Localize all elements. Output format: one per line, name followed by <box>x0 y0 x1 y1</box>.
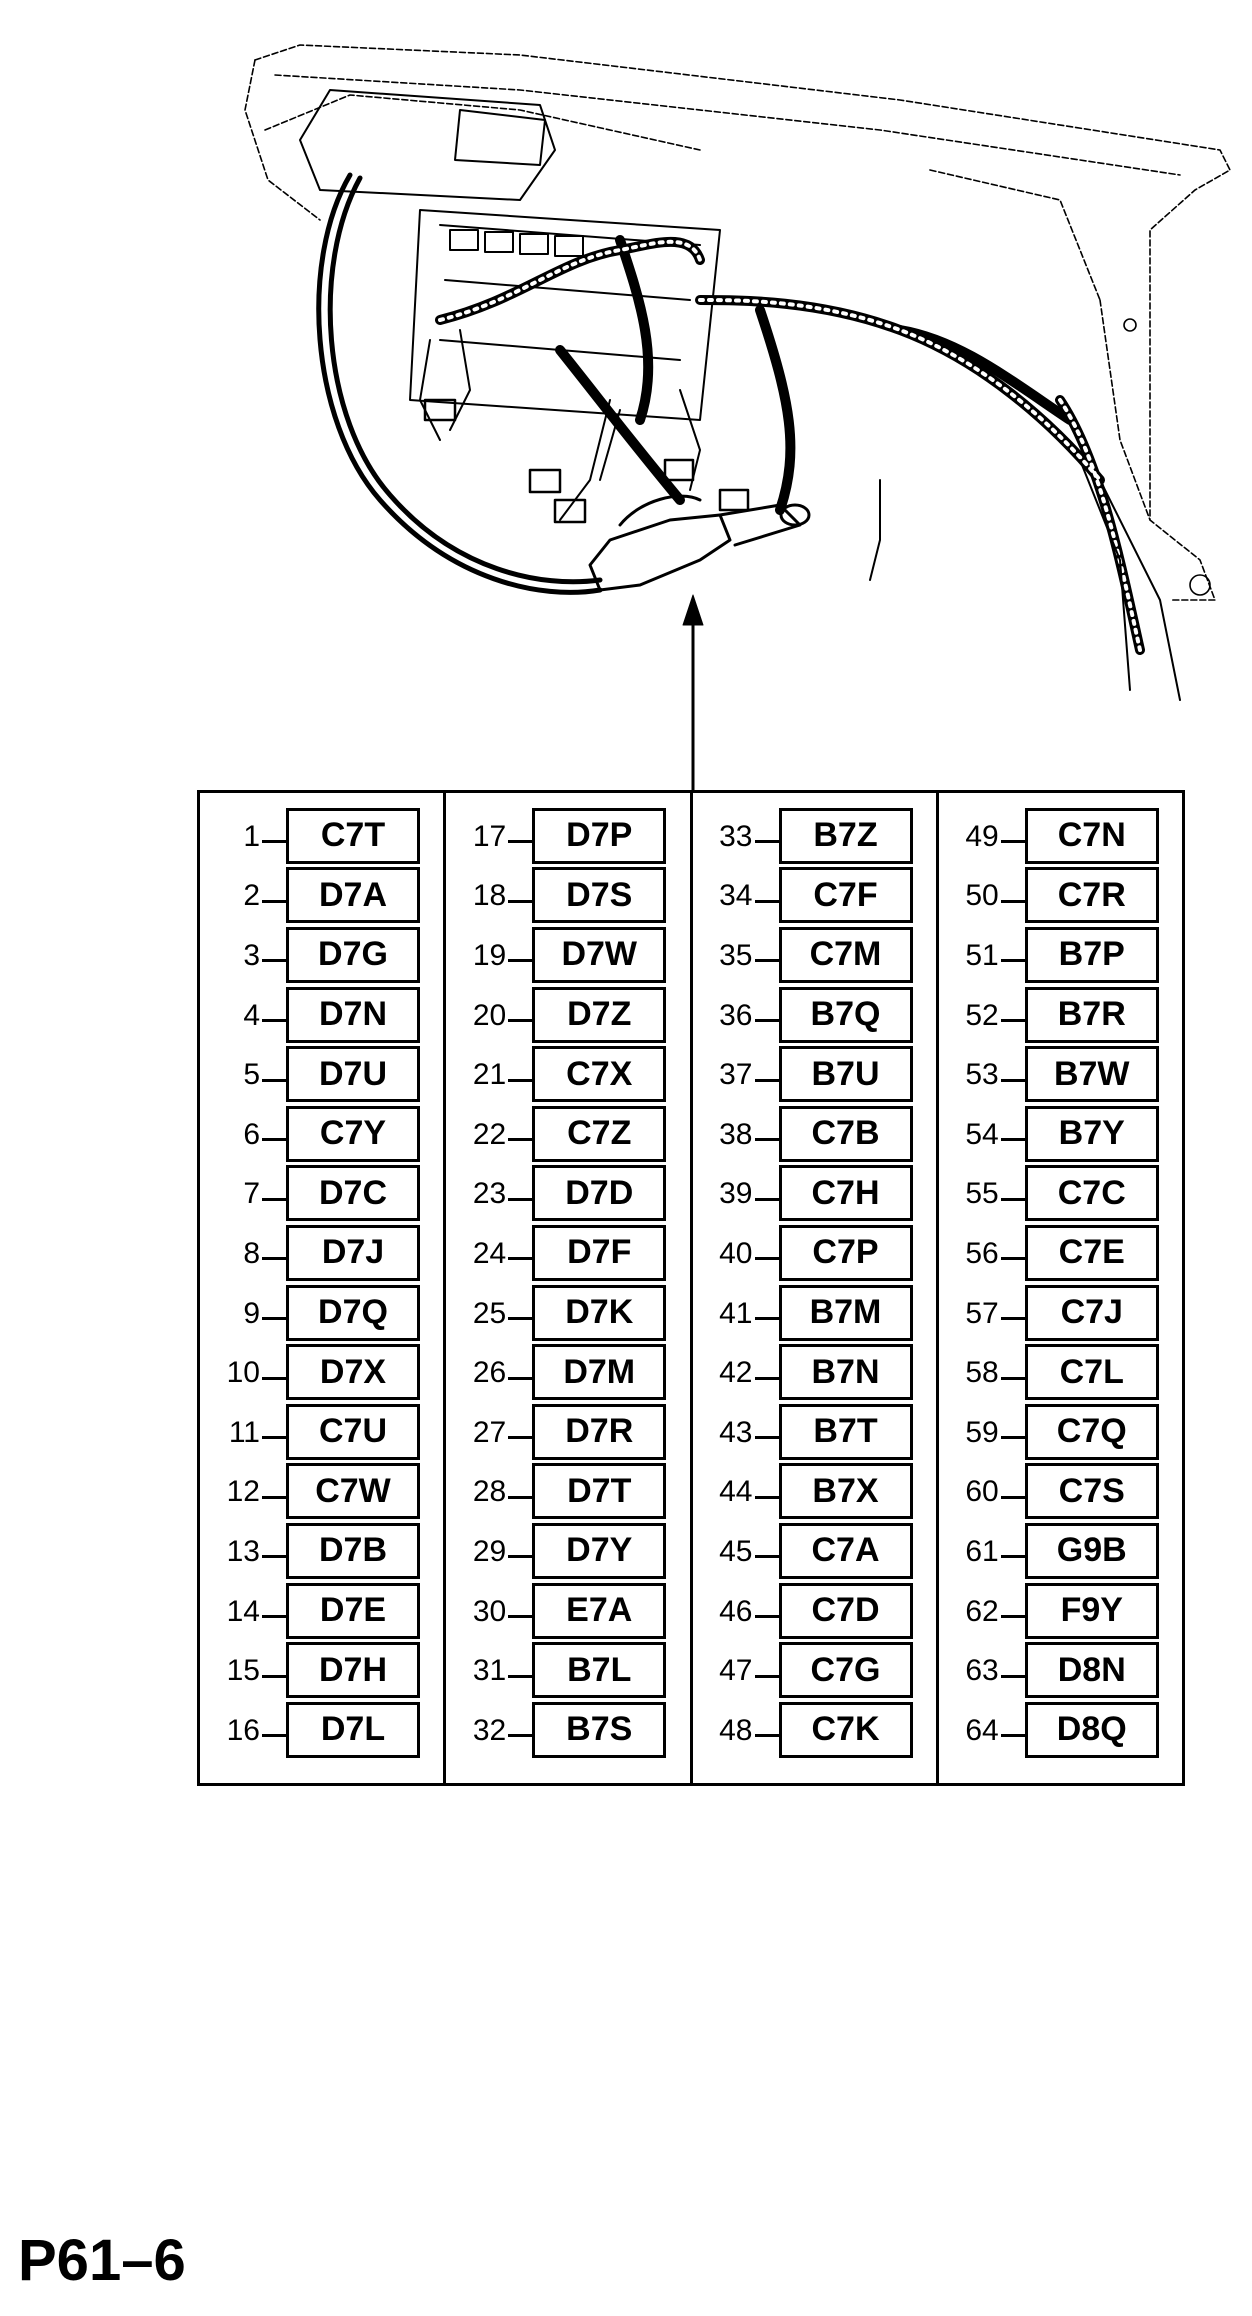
pin-code-box: D7F <box>532 1225 666 1281</box>
pin-number: 20 <box>472 998 507 1032</box>
pin-number: 12 <box>226 1475 260 1509</box>
pin-code-box: B7R <box>1025 987 1159 1043</box>
pin-lead-line <box>508 1019 532 1022</box>
pin-row <box>939 1701 1182 1761</box>
pin-number: 29 <box>472 1534 507 1568</box>
pin-lead-line <box>1001 1257 1025 1260</box>
pin-row <box>693 1641 936 1701</box>
pin-code-box: D7J <box>286 1225 420 1281</box>
pin-code-box: F9Y <box>1025 1583 1159 1639</box>
loose-wires <box>420 330 1180 700</box>
pin-lead-line <box>262 840 286 843</box>
pin-number: 2 <box>243 879 260 913</box>
pin-code-box: D7Z <box>532 987 666 1043</box>
pin-lead-line <box>755 1377 779 1380</box>
pin-code-box: D7T <box>532 1463 666 1519</box>
pin-code-box: C7X <box>532 1046 666 1102</box>
pin-lead-line <box>755 959 779 962</box>
pin-code-box: C7Y <box>286 1106 420 1162</box>
pin-number: 1 <box>243 819 260 853</box>
pin-number: 6 <box>243 1117 260 1151</box>
pin-code-box: D7H <box>286 1642 420 1698</box>
pin-code-box: C7A <box>779 1523 913 1579</box>
pin-number: 55 <box>965 1177 999 1211</box>
cluster-window <box>300 90 555 200</box>
pin-lead-line <box>262 1198 286 1201</box>
pointer-arrowhead <box>683 595 703 625</box>
pin-code-box: B7Y <box>1025 1106 1159 1162</box>
pin-number: 38 <box>719 1117 753 1151</box>
pin-lead-line <box>1001 900 1025 903</box>
pin-code-box: C7R <box>1025 867 1159 923</box>
pin-number: 33 <box>719 819 753 853</box>
pin-lead-line <box>262 1138 286 1141</box>
pin-code-box: B7M <box>779 1285 913 1341</box>
pin-row <box>693 1463 936 1523</box>
pin-number: 14 <box>226 1594 260 1628</box>
pin-number: 47 <box>719 1654 753 1688</box>
pin-row <box>693 986 936 1046</box>
pin-code-box: D7U <box>286 1046 420 1102</box>
pin-row <box>693 1343 936 1403</box>
pin-lead-line <box>755 900 779 903</box>
pin-number: 5 <box>243 1058 260 1092</box>
pin-row <box>446 1641 689 1701</box>
pin-number: 46 <box>719 1594 753 1628</box>
pin-lead-line <box>755 1615 779 1618</box>
pin-row <box>446 1045 689 1105</box>
pin-lead-line <box>755 1555 779 1558</box>
figure-code: P61–6 <box>18 2228 186 2293</box>
pin-number: 21 <box>472 1058 507 1092</box>
pin-code-box: B7X <box>779 1463 913 1519</box>
pin-column <box>446 793 692 1783</box>
pin-code-box: C7H <box>779 1165 913 1221</box>
pin-code-box: D7G <box>286 927 420 983</box>
pin-row <box>939 1463 1182 1523</box>
pin-code-box: D7K <box>532 1285 666 1341</box>
pin-row <box>693 1045 936 1105</box>
pin-number: 44 <box>719 1475 753 1509</box>
pin-code-box: D7M <box>532 1344 666 1400</box>
pin-code-box: D7W <box>532 927 666 983</box>
pin-code-box: C7T <box>286 808 420 864</box>
pin-row <box>939 1165 1182 1225</box>
pin-number: 60 <box>965 1475 999 1509</box>
pin-row <box>446 1582 689 1642</box>
pin-lead-line <box>755 1138 779 1141</box>
pin-number: 32 <box>472 1713 507 1747</box>
pin-code-box: C7C <box>1025 1165 1159 1221</box>
pin-row <box>200 867 443 927</box>
pin-number: 48 <box>719 1713 753 1747</box>
pin-lead-line <box>1001 1555 1025 1558</box>
pin-row <box>693 1105 936 1165</box>
pin-lead-line <box>755 1734 779 1737</box>
pin-lead-line <box>1001 1138 1025 1141</box>
pin-code-box: C7G <box>779 1642 913 1698</box>
pin-number: 37 <box>719 1058 753 1092</box>
pin-lead-line <box>262 1317 286 1320</box>
pin-number: 36 <box>719 998 753 1032</box>
pin-number: 34 <box>719 879 753 913</box>
pin-number: 18 <box>472 879 507 913</box>
harness-left-loop <box>319 175 600 592</box>
pin-lead-line <box>755 840 779 843</box>
pin-row <box>939 1582 1182 1642</box>
pin-row <box>693 926 936 986</box>
pin-lead-line <box>755 1496 779 1499</box>
pin-lead-line <box>1001 1317 1025 1320</box>
pin-lead-line <box>262 1675 286 1678</box>
harness-bundles <box>440 240 1140 650</box>
pin-row <box>200 1403 443 1463</box>
pin-number: 50 <box>965 879 999 913</box>
pin-lead-line <box>755 1198 779 1201</box>
pin-row <box>200 926 443 986</box>
pin-code-box: B7U <box>779 1046 913 1102</box>
pin-number: 35 <box>719 938 753 972</box>
pin-row <box>446 1105 689 1165</box>
pin-number: 49 <box>965 819 999 853</box>
pin-number: 61 <box>965 1534 999 1568</box>
pin-code-box: D7N <box>286 987 420 1043</box>
pin-number: 23 <box>472 1177 507 1211</box>
pin-lead-line <box>262 900 286 903</box>
pin-code-box: C7M <box>779 927 913 983</box>
pin-row <box>939 1343 1182 1403</box>
pin-code-box: B7P <box>1025 927 1159 983</box>
pin-row <box>446 1224 689 1284</box>
pin-code-box: C7Q <box>1025 1404 1159 1460</box>
pin-lead-line <box>1001 959 1025 962</box>
pin-code-box: C7B <box>779 1106 913 1162</box>
pin-number: 9 <box>243 1296 260 1330</box>
pin-row <box>446 1463 689 1523</box>
pin-number: 30 <box>472 1594 507 1628</box>
pin-row <box>200 1522 443 1582</box>
pin-lead-line <box>508 1198 532 1201</box>
pin-number: 53 <box>965 1058 999 1092</box>
pin-lead-line <box>755 1675 779 1678</box>
pin-row <box>693 1284 936 1344</box>
pin-number: 24 <box>472 1236 507 1270</box>
pin-lead-line <box>508 959 532 962</box>
pin-row <box>200 807 443 867</box>
pin-number: 31 <box>472 1654 507 1688</box>
pin-row <box>693 807 936 867</box>
pin-number: 10 <box>226 1356 260 1390</box>
pin-row <box>939 807 1182 867</box>
pin-row <box>446 1284 689 1344</box>
pin-number: 42 <box>719 1356 753 1390</box>
pin-row <box>939 867 1182 927</box>
pin-lead-line <box>1001 1496 1025 1499</box>
pin-column <box>200 793 446 1783</box>
pin-code-box: E7A <box>532 1583 666 1639</box>
pin-row <box>939 1403 1182 1463</box>
pin-code-box: D7A <box>286 867 420 923</box>
pin-lead-line <box>1001 1436 1025 1439</box>
pin-lead-line <box>508 1734 532 1737</box>
pin-lead-line <box>1001 1198 1025 1201</box>
pin-row <box>446 926 689 986</box>
pin-row <box>446 1701 689 1761</box>
pin-row <box>200 986 443 1046</box>
pin-number: 16 <box>226 1713 260 1747</box>
pin-code-box: B7N <box>779 1344 913 1400</box>
pin-lead-line <box>508 1436 532 1439</box>
pin-lead-line <box>262 1436 286 1439</box>
pin-lead-line <box>1001 1675 1025 1678</box>
pin-code-box: C7U <box>286 1404 420 1460</box>
pin-lead-line <box>508 1257 532 1260</box>
pin-lead-line <box>1001 1019 1025 1022</box>
pin-number: 64 <box>965 1713 999 1747</box>
pin-number: 40 <box>719 1236 753 1270</box>
pin-number: 41 <box>719 1296 753 1330</box>
pin-number: 13 <box>226 1534 260 1568</box>
pin-lead-line <box>508 1138 532 1141</box>
pin-row <box>200 1641 443 1701</box>
pin-code-table <box>197 790 1185 1786</box>
pin-lead-line <box>262 959 286 962</box>
pin-row <box>200 1463 443 1523</box>
pin-lead-line <box>262 1019 286 1022</box>
pin-lead-line <box>508 1496 532 1499</box>
pin-row <box>446 867 689 927</box>
pin-code-box: D7X <box>286 1344 420 1400</box>
pin-code-box: D7R <box>532 1404 666 1460</box>
pin-number: 45 <box>719 1534 753 1568</box>
pin-lead-line <box>508 840 532 843</box>
pin-code-box: D7C <box>286 1165 420 1221</box>
pin-code-box: D8Q <box>1025 1702 1159 1758</box>
pin-number: 22 <box>472 1117 507 1151</box>
pin-code-box: B7W <box>1025 1046 1159 1102</box>
pin-number: 51 <box>965 938 999 972</box>
pin-code-box: G9B <box>1025 1523 1159 1579</box>
pin-code-box: C7F <box>779 867 913 923</box>
pin-row <box>939 1105 1182 1165</box>
pin-lead-line <box>755 1257 779 1260</box>
pin-number: 39 <box>719 1177 753 1211</box>
pin-number: 27 <box>472 1415 507 1449</box>
pin-lead-line <box>262 1555 286 1558</box>
pin-row <box>693 1224 936 1284</box>
pin-number: 17 <box>472 819 507 853</box>
pin-code-box: C7D <box>779 1583 913 1639</box>
pin-row <box>446 1343 689 1403</box>
pin-row <box>446 986 689 1046</box>
pin-number: 3 <box>243 938 260 972</box>
pin-lead-line <box>262 1734 286 1737</box>
pin-lead-line <box>1001 1079 1025 1082</box>
pin-row <box>200 1701 443 1761</box>
pin-number: 28 <box>472 1475 507 1509</box>
pin-code-box: D8N <box>1025 1642 1159 1698</box>
pin-code-box: D7P <box>532 808 666 864</box>
pin-row <box>446 1522 689 1582</box>
pin-row <box>939 986 1182 1046</box>
pin-code-box: B7Z <box>779 808 913 864</box>
pin-lead-line <box>755 1436 779 1439</box>
pin-row <box>939 1284 1182 1344</box>
pin-lead-line <box>1001 1734 1025 1737</box>
pin-number: 7 <box>243 1177 260 1211</box>
pin-row <box>200 1105 443 1165</box>
dashboard-harness-illustration <box>0 0 1252 800</box>
pin-row <box>939 1641 1182 1701</box>
pin-column <box>693 793 939 1783</box>
pin-lead-line <box>508 900 532 903</box>
pin-code-box: C7S <box>1025 1463 1159 1519</box>
pin-code-box: C7J <box>1025 1285 1159 1341</box>
pin-lead-line <box>508 1615 532 1618</box>
pin-number: 62 <box>965 1594 999 1628</box>
pin-number: 8 <box>243 1236 260 1270</box>
pin-number: 52 <box>965 998 999 1032</box>
pin-lead-line <box>508 1377 532 1380</box>
pin-lead-line <box>262 1079 286 1082</box>
pin-number: 56 <box>965 1236 999 1270</box>
pin-lead-line <box>262 1377 286 1380</box>
pin-lead-line <box>262 1257 286 1260</box>
pin-row <box>693 1522 936 1582</box>
pin-code-box: B7T <box>779 1404 913 1460</box>
pin-row <box>693 867 936 927</box>
pin-row <box>200 1045 443 1105</box>
pin-lead-line <box>1001 1615 1025 1618</box>
pin-row <box>693 1582 936 1642</box>
pin-lead-line <box>755 1079 779 1082</box>
pin-row <box>446 1165 689 1225</box>
pin-code-box: C7W <box>286 1463 420 1519</box>
pin-row <box>939 1045 1182 1105</box>
pin-row <box>200 1224 443 1284</box>
pin-number: 54 <box>965 1117 999 1151</box>
pin-number: 59 <box>965 1415 999 1449</box>
pin-code-box: D7D <box>532 1165 666 1221</box>
pin-number: 58 <box>965 1356 999 1390</box>
pin-code-box: C7Z <box>532 1106 666 1162</box>
pin-lead-line <box>508 1675 532 1678</box>
pin-lead-line <box>262 1496 286 1499</box>
pin-column <box>939 793 1182 1783</box>
pin-lead-line <box>1001 1377 1025 1380</box>
pin-number: 4 <box>243 998 260 1032</box>
pin-code-box: D7B <box>286 1523 420 1579</box>
pin-code-box: C7K <box>779 1702 913 1758</box>
pin-row <box>446 1403 689 1463</box>
pin-code-box: D7S <box>532 867 666 923</box>
pin-lead-line <box>508 1555 532 1558</box>
pin-row <box>939 1224 1182 1284</box>
pin-number: 11 <box>228 1415 260 1449</box>
pin-code-box: D7Y <box>532 1523 666 1579</box>
pin-row <box>200 1343 443 1403</box>
pin-number: 63 <box>965 1654 999 1688</box>
pin-row <box>693 1403 936 1463</box>
pin-row <box>200 1582 443 1642</box>
pin-lead-line <box>755 1019 779 1022</box>
pin-row <box>693 1165 936 1225</box>
pin-code-box: C7N <box>1025 808 1159 864</box>
pin-code-box: B7L <box>532 1642 666 1698</box>
pin-lead-line <box>508 1317 532 1320</box>
pin-code-box: D7E <box>286 1583 420 1639</box>
pin-row <box>693 1701 936 1761</box>
pin-number: 26 <box>472 1356 507 1390</box>
pin-code-box: D7L <box>286 1702 420 1758</box>
pin-row <box>939 1522 1182 1582</box>
pin-row <box>939 926 1182 986</box>
pin-code-box: C7E <box>1025 1225 1159 1281</box>
pin-row <box>200 1165 443 1225</box>
pin-code-box: C7L <box>1025 1344 1159 1400</box>
pin-row <box>446 807 689 867</box>
pin-code-box: C7P <box>779 1225 913 1281</box>
pin-number: 15 <box>226 1654 260 1688</box>
pin-code-box: B7Q <box>779 987 913 1043</box>
pin-lead-line <box>508 1079 532 1082</box>
pin-number: 19 <box>472 938 507 972</box>
pin-code-box: D7Q <box>286 1285 420 1341</box>
pin-row <box>200 1284 443 1344</box>
pin-code-box: B7S <box>532 1702 666 1758</box>
pin-number: 25 <box>472 1296 507 1330</box>
pin-lead-line <box>755 1317 779 1320</box>
pin-lead-line <box>262 1615 286 1618</box>
pin-number: 57 <box>965 1296 999 1330</box>
pin-lead-line <box>1001 840 1025 843</box>
pin-number: 43 <box>719 1415 753 1449</box>
